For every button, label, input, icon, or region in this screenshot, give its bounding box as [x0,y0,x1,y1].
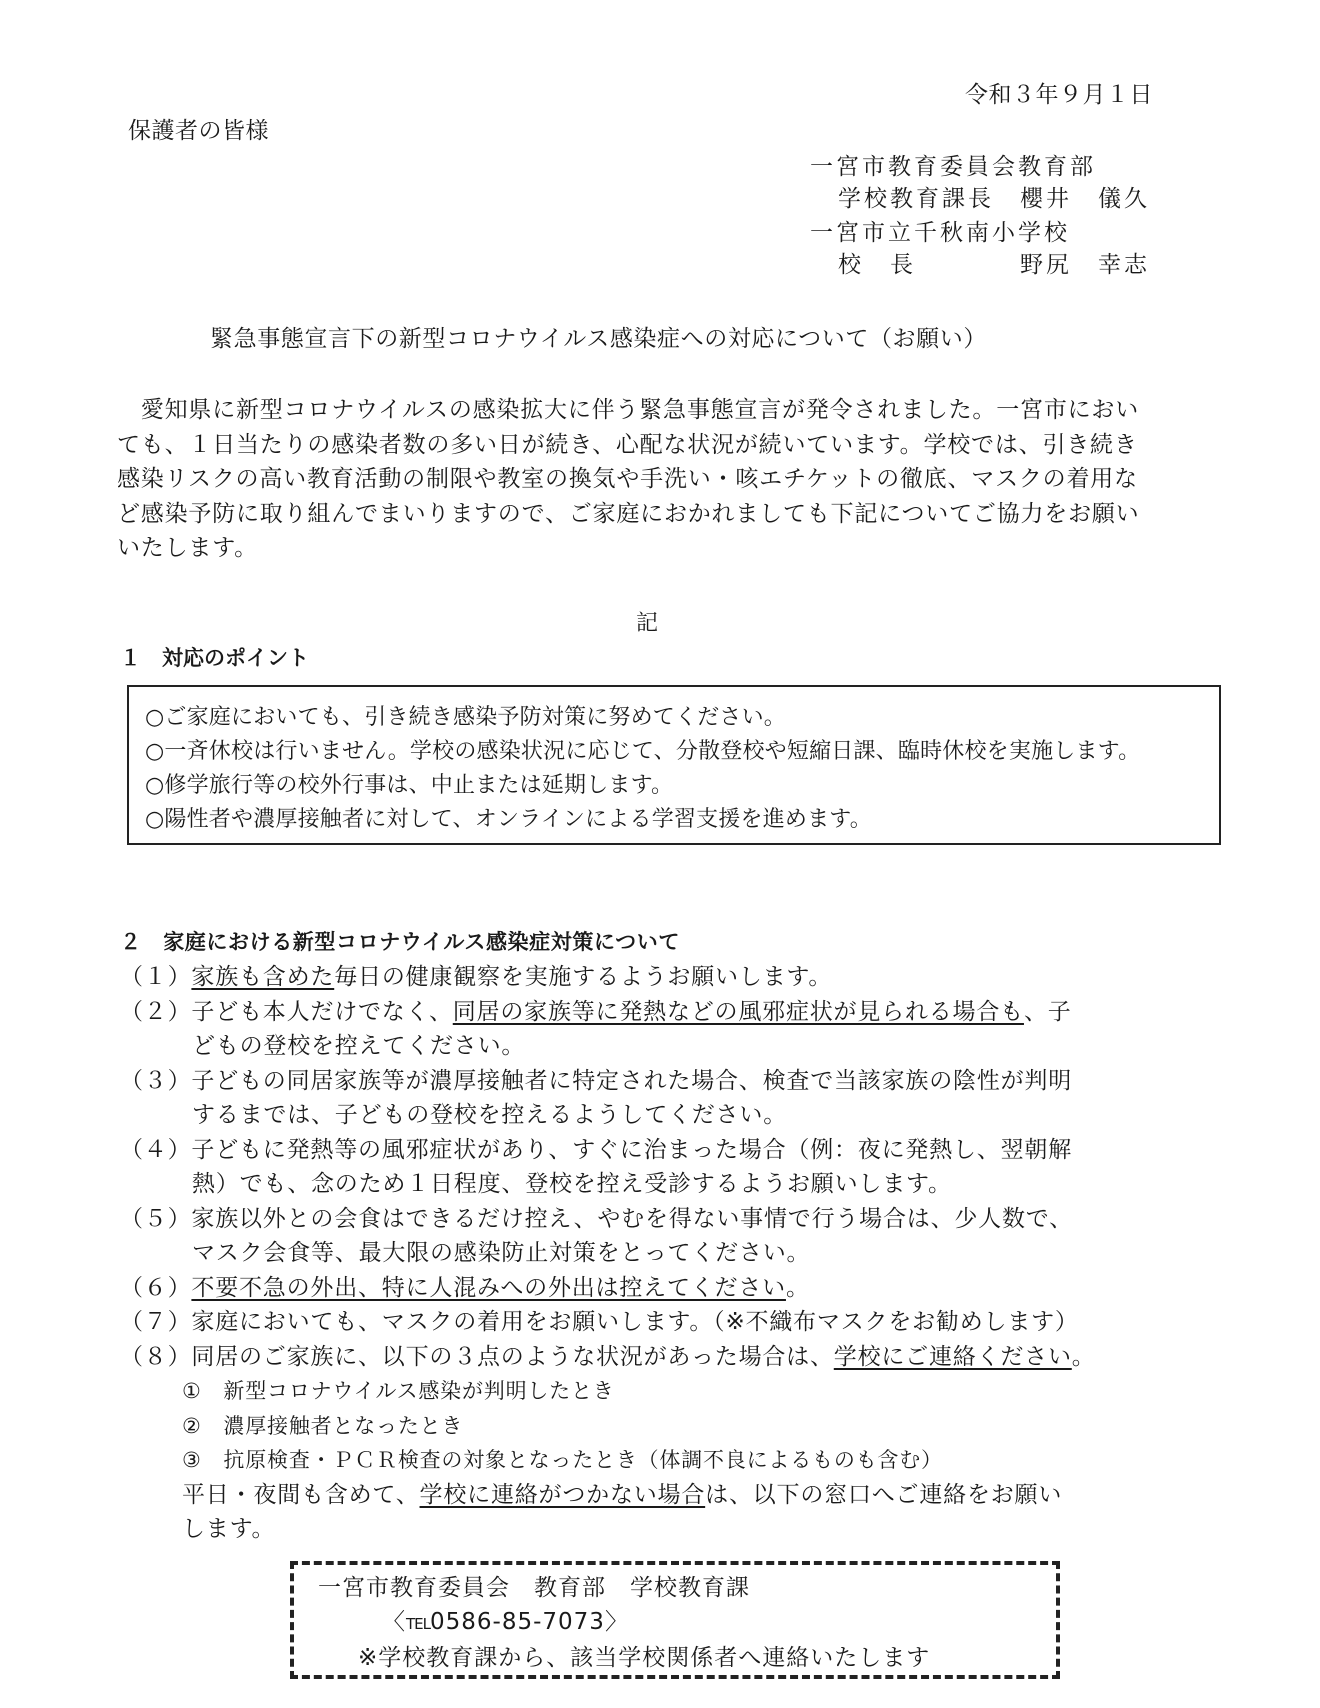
item-text: 。 [1071,1343,1096,1370]
report-condition: ② 濃厚接触者となったとき [182,1413,464,1438]
measure-item-5-cont: マスク会食等、最大限の感染防止対策をとってください。 [192,1240,811,1266]
measure-item-2 [120,995,1096,1030]
item-number: （３） [120,1067,192,1094]
item-text: 子どもの同居家族等が濃厚接触者に特定された場合、検査で当該家族の陰性が判明 [191,1067,1073,1094]
measure-item-2-cont: どもの登校を控えてください。 [192,1033,526,1059]
item-text: 子ども本人だけでなく、 [191,998,453,1025]
contact-box [290,1561,1060,1679]
response-point: ○陽性者や濃厚接触者に対して、オンラインによる学習支援を進めます。 [145,807,872,832]
item-number: （２） [120,998,192,1025]
item-text: 子どもに発熱等の風邪症状があり、すぐに治まった場合（例：夜に発熱し、翌朝解 [191,1136,1073,1163]
item-number: （６） [120,1274,192,1301]
document-date: 令和３年９月１日 [965,82,1153,108]
underlined-text: 家族も含めた [191,964,335,990]
document-title: 緊急事態宣言下の新型コロナウイルス感染症への対応について（お願い） [210,326,987,352]
item-number: （１） [120,964,192,990]
response-point: ○ご家庭においても、引き続き感染予防対策に努めてください。 [145,705,786,730]
item-number: （５） [120,1205,192,1232]
intro-line: ても、１日当たりの感染者数の多い日が続き、心配な状況が続いています。学校では、引き続き [117,431,1138,458]
measure-item-7 [120,1305,1096,1340]
item-text: 、子 [1023,998,1072,1025]
report-condition: ① 新型コロナウイルス感染が判明したとき [182,1379,615,1403]
underlined-text: 同居の家族等に発熱などの風邪症状が見られる場合も [452,998,1024,1025]
intro-line: ど感染予防に取り組んでまいりますので、ご家庭におかれましても下記についてご協力をお願い [117,500,1140,527]
item-number: （４） [120,1136,192,1163]
sender-title-principal: 校 長 野尻 幸志 [838,252,1150,278]
closing-instruction [120,1478,1096,1513]
bracket: 〉 [604,1609,629,1635]
item-text: 同居のご家族に、以下の３点のような状況があった場合は、 [191,1343,834,1370]
measure-item-3 [120,1064,1096,1099]
item-text: 毎日の健康観察を実施するようお願いします。 [334,964,833,990]
measure-item-4-cont: 熱）でも、念のため１日程度、登校を控え受診するようお願いします。 [192,1171,952,1197]
ki-notation: 記 [636,611,659,636]
response-points-box [127,685,1221,845]
bracket: 〈 [382,1609,406,1635]
underlined-text: 学校に連絡がつかない場合 [419,1481,706,1508]
phone-number: 0586-85-7073 [430,1609,605,1635]
measure-item-8 [120,1340,1096,1375]
sender-title-section-chief: 学校教育課長 櫻井 儀久 [838,186,1150,212]
intro-line: 愛知県に新型コロナウイルスの感染拡大に伴う緊急事態宣言が発令されました。一宮市におい [117,397,1140,423]
item-text: は、以下の窓口へご連絡をお願い [705,1481,1063,1508]
measure-item-4 [120,1133,1096,1168]
contact-office: 一宮市教育委員会 教育部 学校教育課 [318,1575,750,1601]
underlined-text: 不要不急の外出、特に人混みへの外出は控えてください [191,1274,786,1301]
intro-line: 感染リスクの高い教育活動の制限や教室の換気や手洗い・咳エチケットの徹底、マスクの着用な [117,466,1138,492]
measure-item-1 [120,960,1096,995]
item-text: 家族以外との会食はできるだけ控え、やむを得ない事情で行う場合は、少人数で、 [191,1205,1073,1232]
item-text: 平日・夜間も含めて、 [182,1481,420,1508]
closing-instruction-cont: します。 [182,1516,276,1542]
section2-heading: ２ 家庭における新型コロナウイルス感染症対策について [120,930,680,954]
contact-note: ※学校教育課から、該当学校関係者へ連絡いたします [358,1645,931,1671]
measure-item-6 [120,1271,1096,1306]
item-number: （７） [120,1309,192,1335]
response-point: ○修学旅行等の校外行事は、中止または延期します。 [145,773,674,798]
measure-item-5 [120,1202,1096,1237]
intro-line: いたします。 [117,535,258,561]
sender-org-education-board: 一宮市教育委員会教育部 [810,154,1096,180]
tel-label: TEL [406,1615,430,1633]
underlined-text: 学校にご連絡ください [833,1343,1072,1370]
home-measures-list [120,960,1096,1547]
report-condition: ③ 抗原検査・ＰＣＲ検査の対象となったとき（体調不良によるものも含む） [182,1448,943,1472]
addressee: 保護者の皆様 [128,118,269,144]
response-point: ○一斉休校は行いません。学校の感染状況に応じて、分散登校や短縮日課、臨時休校を実施します。 [145,739,1141,764]
item-text: 。 [785,1274,810,1301]
section1-heading: １ 対応のポイント [120,646,309,670]
item-text: 家庭においても、マスクの着用をお願いします。（※不織布マスクをお勧めします） [191,1309,1079,1335]
intro-paragraph [117,393,1167,566]
measure-item-3-cont: するまでは、子どもの登校を控えるようしてください。 [192,1102,787,1128]
contact-phone [318,1605,1056,1641]
sender-org-school: 一宮市立千秋南小学校 [810,220,1070,246]
item-number: （８） [120,1343,192,1370]
